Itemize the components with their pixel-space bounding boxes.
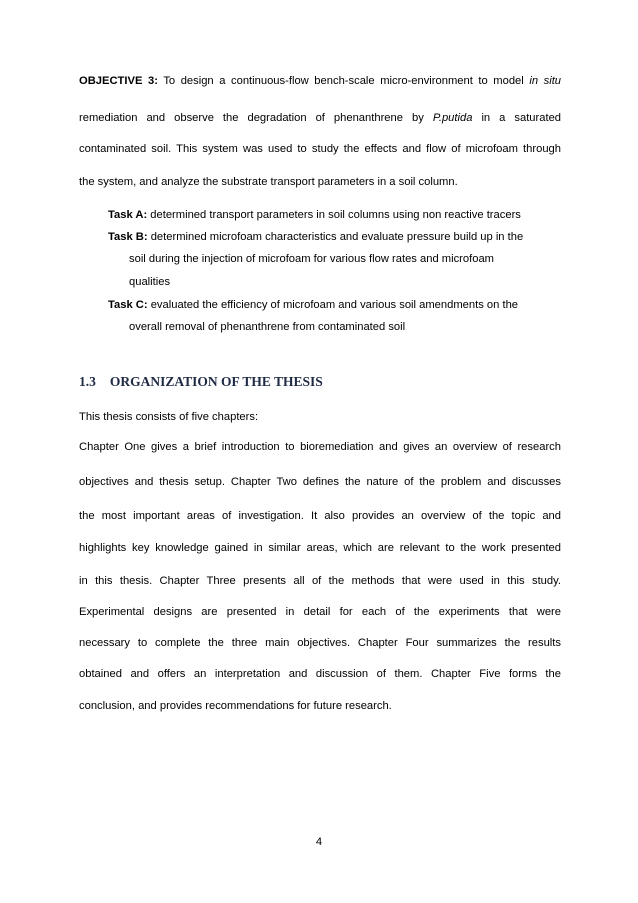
task-c-line-1: evaluated the efficiency of microfoam and various soil amendments on the xyxy=(150,299,519,311)
objective-text-2: remediation and observe the degradation of phenanthrene by xyxy=(79,112,424,124)
task-c-label: Task C: xyxy=(108,299,148,311)
task-c xyxy=(108,298,518,312)
task-a xyxy=(108,208,521,222)
paragraph-line-6: Experimental designs are presented in detail for each of the experiments that were xyxy=(79,606,561,618)
paragraph-line-7: necessary to complete the three main objectives. Chapter Four summarizes the results xyxy=(79,637,561,649)
intro-text: This thesis consists of five chapters: xyxy=(79,411,259,423)
objective-text-3: contaminated soil. This system was used to study the effects and flow of microfoam through xyxy=(79,143,561,155)
objective-text-1: To design a continuous-flow bench-scale micro-environment to model xyxy=(163,75,524,87)
task-b-line-2: soil during the injection of microfoam for various flow rates and microfoam xyxy=(129,253,494,265)
paragraph-line-2: objectives and thesis setup. Chapter Two defines the nature of the problem and discusses xyxy=(79,476,561,488)
paragraph-line-1: Chapter One gives a brief introduction to bioremediation and gives an overview of research xyxy=(79,441,561,453)
section-heading xyxy=(79,374,323,390)
task-c-line-2: overall removal of phenanthrene from contaminated soil xyxy=(129,321,406,333)
paragraph-line-8: obtained and offers an interpretation and discussion of them. Chapter Five forms the xyxy=(79,668,561,680)
objective-text-4: the system, and analyze the substrate transport parameters in a soil column. xyxy=(79,176,458,188)
section-title: ORGANIZATION OF THE THESIS xyxy=(109,374,323,389)
page-number: 4 xyxy=(315,836,323,848)
section-number: 1.3 xyxy=(79,374,96,389)
paragraph-line-4: highlights key knowledge gained in similar areas, which are relevant to the work presented xyxy=(79,542,561,554)
objective-italic-2: P.putida xyxy=(432,112,473,124)
paragraph-line-9: conclusion, and provides recommendations for future research. xyxy=(79,700,392,712)
objective-line-2 xyxy=(79,111,561,125)
objective-line-4 xyxy=(79,175,458,189)
task-a-label: Task A: xyxy=(108,209,148,221)
objective-line-1 xyxy=(79,74,561,88)
objective-text-2b: in a saturated xyxy=(481,112,562,124)
paragraph-line-3: the most important areas of investigation. It also provides an overview of the topic and xyxy=(79,510,561,522)
task-b-line-3: qualities xyxy=(129,276,171,288)
objective-line-3 xyxy=(79,142,561,156)
paragraph-line-5: in this thesis. Chapter Three presents all of the methods that were used in this study. xyxy=(79,575,561,587)
task-b-line-1: determined microfoam characteristics and evaluate pressure build up in the xyxy=(150,231,524,243)
task-a-line-1: determined transport parameters in soil columns using non reactive tracers xyxy=(150,209,521,221)
task-b xyxy=(108,230,523,244)
objective-italic-1: in situ xyxy=(529,75,562,87)
objective-label: OBJECTIVE 3: xyxy=(79,75,158,87)
task-b-label: Task B: xyxy=(108,231,148,243)
